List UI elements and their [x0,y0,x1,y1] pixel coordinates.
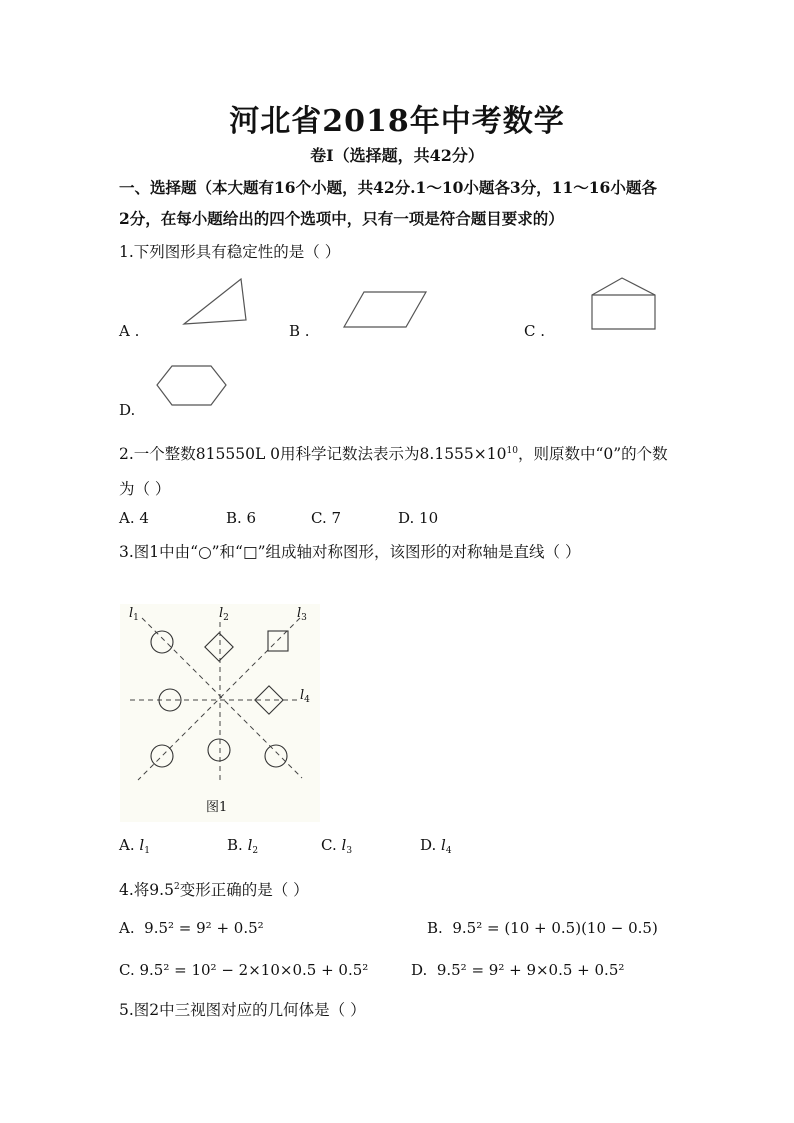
q2-option-d: D. 10 [398,509,439,527]
q1-option-d-label: D. [119,401,136,419]
question-2-text-line2: 为（ ） [119,480,171,498]
question-1-text: 1.下列图形具有稳定性的是（ ） [119,243,341,261]
hexagon-icon [153,363,231,409]
circle-shape [151,631,173,653]
house-pentagon-icon [588,276,660,332]
axis-l1-line [142,618,302,778]
circle-shape [265,745,287,767]
page-title: 河北省2018年中考数学 [229,104,565,139]
figure-1-caption: 图1 [206,800,228,815]
circle-shape [208,739,230,761]
circle-shape [151,745,173,767]
diamond-shape [205,633,233,661]
figure-1-label-l2: $l_2$ [219,606,229,623]
q1-option-a-label: A . [119,322,140,340]
figure-1-label-l1: $l_1$ [129,606,139,623]
question-4-text: 4.将$9.5^2$变形正确的是（ ） [119,881,309,899]
figure-1-label-l3: $l_3$ [297,606,307,623]
page-subtitle: 卷Ⅰ（选择题，共42分） [310,146,484,165]
q4-option-c: C. 9.5² = 10² − 2×10×0.5 + 0.5² [119,961,369,979]
square-shape [268,631,288,651]
figure-1-label-l4: $l_4$ [300,688,310,705]
q4-option-b: B. 9.5² = (10 + 0.5)(10 − 0.5) [427,919,658,937]
q3-option-c: C. $l_3$ [321,836,353,856]
triangle-icon [178,274,253,330]
axis-l3-line [138,618,300,780]
q2-line1-post: ，则原数中“0”的个数 [517,445,668,463]
section-instructions-line1: 一、选择题（本大题有16个小题，共42分.1～10小题各3分，11～16小题各 [119,178,657,197]
q3-option-a: A. $l_1$ [119,836,150,856]
q2-exponent: 10 [506,446,518,456]
q2-option-b: B. 6 [226,509,257,527]
q2-option-a: A. 4 [119,509,149,527]
parallelogram-icon [340,289,432,331]
q4-option-d: D. 9.5² = 9² + 9×0.5 + 0.5² [411,961,625,979]
section-instructions-line2: 2分，在每小题给出的四个选项中，只有一项是符合题目要求的） [119,209,564,228]
q1-option-b-label: B . [289,322,310,340]
q2-line1-pre: 2.一个整数815550L 0用科学记数法表示为8.1555×10 [119,445,507,463]
q1-option-c-label: C . [524,322,546,340]
question-3-text: 3.图1中由“○”和“□”组成轴对称图形，该图形的对称轴是直线（ ） [119,543,581,561]
q2-option-c: C. 7 [311,509,342,527]
q3-option-b: B. $l_2$ [227,836,259,856]
question-2-text-line1 [119,442,668,464]
q3-option-d: D. $l_4$ [420,836,452,856]
question-5-text: 5.图2中三视图对应的几何体是（ ） [119,1001,366,1019]
figure-1-symmetry-diagram [120,604,320,822]
q4-option-a: A. 9.5² = 9² + 0.5² [119,919,264,937]
